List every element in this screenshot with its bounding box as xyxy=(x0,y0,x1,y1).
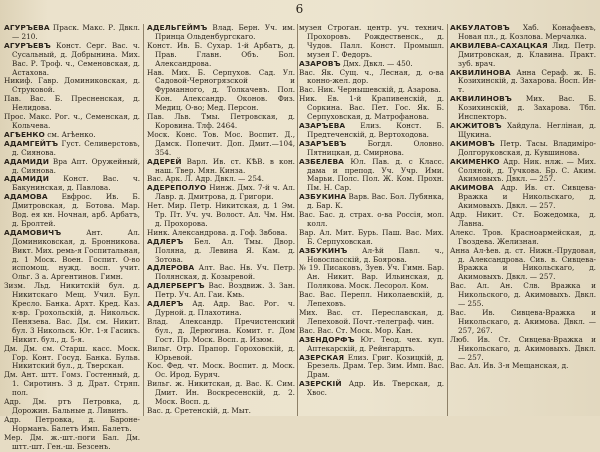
entry-surname: АДАМОВА xyxy=(4,192,48,202)
entry-details: Вильг. ж. Никитская, д. Вас. К. Сим. Дмит. Ин. Воскресенскій, д. 2. Моск. Восп. д. xyxy=(147,379,295,407)
entry-details: Никиф. Гавр. Доминиковская, д. Струковой. xyxy=(4,76,140,95)
entry-details: Зизм. Льд. Никитскій бул. д. Никитскаго Мещ. Учил. Бул. Кресло. Банка. Архт. Кред. Каз. к-вр. Грохольскій, д. Никольск. Пенязева. Вас. Дм. см. Никит. бул. 3 Никольск. Юг. 1-я Гасикъ. Никит. бул., д. 5-я. xyxy=(4,281,140,344)
entry-details: Хаб. Конафьевъ, Новая пл., д. Козлова. Мерчалка. xyxy=(458,23,596,41)
entry-details: Елиз. Григ. Козицкій, д. Брезель. Драм. Тер. Зим. Имп. Вас. Драм. xyxy=(307,352,444,380)
directory-entry xyxy=(147,158,295,176)
directory-entry xyxy=(4,345,140,372)
entry-details: Нет. Мир. Петр. Никитская, д. 1 Эм. Тр. Пт. Уч. уч. Волост. Ал. Чм. Нм. д. Прохорова. xyxy=(147,201,295,228)
entry-details: Кос. Фед. чт. Моск. Воспит. д. Моск. Ос. Ирод. Буряч. xyxy=(147,361,295,380)
directory-entry xyxy=(299,158,444,194)
entry-details: Конст. Ив. Б. Сухар. 1-й Арбатъ, д. Прав. Главн. Объ. Бол. Александрова. xyxy=(147,40,295,68)
entry-details: Прос. Макс. Рог. ч., Семенская, д. Кольчева. xyxy=(4,112,140,130)
entry-details: Лид. Петр. Дмитровская, д. Клавина. Практ. зуб. врач. xyxy=(458,40,596,68)
directory-column-2 xyxy=(147,24,295,416)
directory-entry xyxy=(147,345,295,363)
directory-entry xyxy=(450,69,596,96)
entry-details: Ник. Ев. 1-й Крапивенскій, д. Соркина. Вас. Пет. Гос. Як. Б. Серпуховская, д. Матрофанова. xyxy=(299,94,444,122)
entry-surname: АГѢЕНКО xyxy=(4,129,45,139)
entry-surname: АДЛЕРОВА xyxy=(147,263,195,273)
directory-entry xyxy=(4,42,140,78)
entry-details: Мер. Дм. ж.-шт.-поги Бал. Дм. штт.-шт. Ген.-ш. Безсенъ. xyxy=(4,432,140,451)
directory-entry xyxy=(299,193,444,211)
entry-surname: АДЕРЕЙ xyxy=(147,156,182,166)
entry-details: Адр. Никит. Ст. Божедомка, д. Лавна. xyxy=(450,210,596,228)
entry-details: Анна Ал-ѣев. д. ст. Нижн.-Прудовая, д. Александрова. Сив. в. Сивцева-Вражка и Никольскаго, д. Акимовыхъ. Двкл. — 257. xyxy=(450,245,596,282)
directory-entry xyxy=(450,309,596,336)
entry-details: Ант. Ал. Доминиковская, д. Бронникова. Викт. Мих. ремь-я Госпитальная, д. 1 Моск. Воен. Госпит. О-во испомощ. нужд. восп. учит. Ольг. 3 а. Аргентинов. Гимн. xyxy=(12,227,140,282)
entry-details: Вас. Ив. Сивцева-Вражка и Никольскаго, д. Акимова. Двкл. — 257, 267. xyxy=(450,308,596,335)
directory-column-1 xyxy=(4,23,141,451)
entry-details: Конст. Серг. Вас. ч. Сусальный, д. Добрынина. Мих. Вас. Р. Троф. ч., Семеновская, д. Астахова. xyxy=(12,40,140,77)
column-divider xyxy=(143,24,144,416)
entry-details: Елиз. Конст. Б. Предтеченскій, д. Вертоходова. xyxy=(307,120,444,139)
entry-details: Алекс. Тров. Красноармейская, д. Гвоздева. Желизная. xyxy=(450,227,596,246)
directory-entry xyxy=(147,69,295,114)
entry-details: Влад. Берн. Уч. им. Принца Ольденбургскаго. xyxy=(155,23,295,41)
entry-details: Пав. Вас. Б. Пресненская, д. Нелидова. xyxy=(4,94,140,113)
entry-details: Вас. Вас. Перепл. Николаевскій, д. Лепеховъ. xyxy=(299,290,444,309)
entry-details: Алт. Вас. Нв. Уч. Петр. Полянская, д. Козыревой. xyxy=(155,263,295,282)
directory-entry xyxy=(450,336,596,363)
entry-details: Конст. Вас. ч. Бакунинская, д. Павлова. xyxy=(12,174,141,193)
entry-surname: АЗБУКИНА xyxy=(299,192,347,202)
entry-surname: АЗЕРСКІЙ xyxy=(299,379,342,389)
entry-surname: АКИМЕНКО xyxy=(450,156,500,166)
directory-entry xyxy=(450,184,596,211)
entry-surname: АКИМОВА xyxy=(450,183,494,193)
entry-details: Дм. Дм. см. Старш. касс. Моск. Гор. Конт. Госуд. Банка. Бульв. Никитский бул., д. Тверская. xyxy=(4,343,140,371)
directory-entry xyxy=(450,211,596,229)
directory-entry xyxy=(4,229,140,282)
directory-entry xyxy=(450,247,596,283)
entry-details: Адр. Петровка, д. Бароне-Норманъ. Балетъ Имп. Балетъ. xyxy=(4,414,140,433)
entry-details: Ад. Адр. Вас. Рог. ч. Дурной. д. Плахотина. xyxy=(155,299,295,317)
entry-details: см. Агѣенко. xyxy=(47,129,96,139)
entry-surname: АЗАРЪЕВЪ xyxy=(299,138,347,148)
entry-details: Дм. Ант. штт. Гомз. Гостенный, д. 1. Сиротинъ. 3 д. Драт. Стряп. пол. xyxy=(4,370,140,398)
entry-surname: АГУРЪЕВЪ xyxy=(4,40,51,50)
directory-entry xyxy=(4,398,140,416)
directory-entry xyxy=(147,131,295,158)
entry-details: Адр. Ив. ст. Сивцева-Вражка и Никольскаго, д. Акимовыхъ. Двкл. — 257. xyxy=(458,183,596,211)
directory-column-3 xyxy=(299,24,444,416)
entry-details: Вас. Ник. Чернышевскій, д. Азарова. xyxy=(299,85,441,95)
directory-entry xyxy=(299,380,444,398)
entry-surname: АДЛЕРЪ xyxy=(147,299,184,309)
entry-surname: АКБУЛАТОВЪ xyxy=(450,23,510,32)
entry-details: Пав. Льв. Тмы. Петровская, д. Коровина. Тлф. 2464. xyxy=(147,112,295,130)
directory-entry xyxy=(299,211,444,229)
directory-entry xyxy=(299,24,444,60)
entry-details: Люб. Ив. Ст. Сивцева-Вражка и Никольскаго, д. Акимовыхъ. Двкл. — 257. xyxy=(450,334,596,362)
entry-details: Густ. Селиверстовъ, д. Сиянова. xyxy=(12,138,140,157)
directory-entry xyxy=(450,362,596,371)
directory-entry xyxy=(299,291,444,309)
directory-entry xyxy=(147,362,295,380)
entry-details: Бел. Ал. Тмы. Двор. Поляна, д. Левина Я. Кам. д. Зотова. xyxy=(155,236,295,264)
directory-entry xyxy=(299,69,444,87)
entry-details: Вар. Ал. Мит. Бурь. Паш. Вас. Мих. Б. Серпуховская. xyxy=(299,227,444,246)
directory-entry xyxy=(4,282,140,344)
directory-entry xyxy=(147,318,295,345)
directory-entry xyxy=(299,229,444,247)
entry-surname: АДЕЛЬГЕЙМЪ xyxy=(147,23,208,32)
directory-entry xyxy=(299,354,444,381)
directory-entry xyxy=(450,140,596,158)
directory-entry xyxy=(450,282,596,309)
entry-details: Моск. Конс. Тов. Мос. Воспит. Д., Дамск. Попечит. Доп. Дмит.—104, 354. xyxy=(147,129,295,157)
directory-entry xyxy=(4,434,140,452)
page-number: 6 xyxy=(295,2,305,16)
entry-surname: АЗЕРСКАЯ xyxy=(299,352,345,362)
entry-details: Мих. Вас. ст. Переславская, д. Лепеховой. Почт.-телеграф. чин. xyxy=(299,308,444,326)
entry-details: Адр. Ив. Тверская, д. Хвос. xyxy=(307,379,444,398)
directory-entry xyxy=(147,24,295,42)
entry-details: Богдл. Оловно. Пятницкая, д. Смирнова. xyxy=(307,138,444,157)
entry-surname: АКЖИТОВЪ xyxy=(450,120,502,130)
directory-entry xyxy=(147,113,295,131)
entry-details: Ал-ѣй Павл. ч., Новоспасскій, д. Боярова. xyxy=(307,245,444,264)
entry-surname: АДЛЕРБЕРГЪ xyxy=(147,281,205,291)
directory-entry xyxy=(299,336,444,354)
directory-entry xyxy=(4,158,140,176)
entry-surname: АКВИЛИНОВА xyxy=(450,67,511,77)
directory-entry xyxy=(299,247,444,265)
directory-entry xyxy=(147,380,295,407)
entry-surname: АКВИЛИНОВЪ xyxy=(450,94,512,104)
entry-details: Мих. Вас. Б. Козихинскій, д. Захарова. Тбп. Инспекторъ. xyxy=(458,94,596,122)
directory-entry xyxy=(4,175,140,193)
entry-details: Адр. Дм. ртъ Петровка, д. Дорожин. Бальные д. Ливинъ. xyxy=(4,397,140,415)
directory-entry xyxy=(147,42,295,69)
entry-details: Вильг. Отр. Прапор. Гороховскій, д. Юрьевой. xyxy=(147,343,295,362)
entry-details: Вас. Бас. д. страх. о-ва Россія, мол. колл. xyxy=(299,210,444,228)
directory-entry xyxy=(299,122,444,140)
entry-details: Дмх. Двкл. — 450. xyxy=(342,58,413,68)
directory-entry xyxy=(147,238,295,265)
entry-surname: АКИМОВЪ xyxy=(450,138,495,148)
directory-entry xyxy=(450,122,596,140)
entry-details: Варв. Вас. Бол. Лубянка, д. Бар. К. xyxy=(307,192,445,211)
entry-surname: АДЕРЕПОЛУО xyxy=(147,183,207,193)
entry-details: музея Строган. центр. уч. технич. Прохоровъ. Рождественск., д. Чудов. Палл. Конст. Промышл. музея Г. Федоръ. xyxy=(299,23,444,59)
entry-surname: АЗАРЪЕВА xyxy=(299,120,346,130)
directory-entry xyxy=(450,95,596,122)
entry-details: Хайдула. Негліная, д. Щукина. xyxy=(458,120,596,139)
entry-details: Анна Сераф. ж. Б. Козихинскій, д. Захарова. Восп. Ин-т. xyxy=(458,67,597,95)
entry-details: Праск. Макс. Р. Двкл. — 210. xyxy=(12,23,140,41)
entry-details: Вас. Арк. Л. Адр. Двкл. — 254. xyxy=(147,174,264,184)
entry-details: Вас. Ал. Ан. Слв. Вражка и Никольского, д. Акимовыхъ. Двкл. — 255. xyxy=(450,281,596,309)
directory-column-4 xyxy=(450,24,596,416)
column-divider xyxy=(447,24,448,416)
entry-details: Вас. Ал. Ив. 3-я Мещанская, д. xyxy=(450,361,569,371)
directory-entry xyxy=(4,416,140,434)
directory-entry xyxy=(299,140,444,158)
entry-surname: АДАМИДИ xyxy=(4,156,50,166)
directory-entry xyxy=(299,264,444,291)
directory-entry xyxy=(299,95,444,122)
entry-details: № 19. Писаковъ, Зуев. Уч. Гимн. Бар. Ан. Никит. Вар. Ильинская, д. Полякова. Моск. Лесорол. Ком. xyxy=(299,263,444,291)
entry-surname: АЗАРОВЪ xyxy=(299,58,341,68)
entry-surname: АГУРЪЕВА xyxy=(4,23,50,32)
entry-details: Юл. Пав. д. с Класс. дама и препод. Уч. Учр. Ими. Марьи. Полс. Пол. Ж. Ком. Прохн. Пм. Н. Сар. xyxy=(307,156,444,193)
entry-details: Вра Апт. Оружейный, д. Сиянова. xyxy=(12,156,140,175)
entry-surname: АДЛЕРЪ xyxy=(147,236,184,246)
entry-details: Вас. д. Сретенскій, д. Мыт. xyxy=(147,405,251,415)
entry-details: Вас. Воздвиж. 3. Зан. Петр. Уч. Ал. Гаи. Кмь. xyxy=(155,281,295,300)
entry-details: Нинж. Дмх. 7-й ч. Ал. Лавр. д. Дмитрова, д. Григори. xyxy=(155,183,296,202)
entry-details: Вас. Як. Сущ. ч., Лесная, д. о-ва конно-жел. дор. xyxy=(299,67,444,86)
directory-entry xyxy=(4,193,140,229)
directory-entry xyxy=(147,202,295,229)
directory-entry xyxy=(4,95,140,113)
directory-entry xyxy=(450,229,596,247)
directory-entry xyxy=(4,371,140,398)
directory-entry xyxy=(147,184,295,202)
directory-entry xyxy=(147,300,295,318)
directory-entry xyxy=(147,407,295,416)
entry-details: Нинк. Александрова. д. Гоф. Звбова. xyxy=(147,227,288,237)
entry-details: Влад. Александр. Пречистенский бул., д. Дерюгина. Комит. г. Дом Гост. Пр. Моск. Восп. д. Изюм. xyxy=(147,316,295,344)
entry-details: Юг. Теод. чех. куп. Аптекарскій, д. Рейнгардть. xyxy=(307,334,444,353)
directory-entry xyxy=(4,140,140,158)
directory-entry xyxy=(450,158,596,185)
entry-details: Варл. Ив. ст. КѢВ. в кон. наш. Твер. Мян. Кинза. xyxy=(155,156,295,175)
entry-details: Адр. Ник. нлж. — Мих. Соляной, д. Тучкова. Бр. С. Аким. Акимовыхъ. Двкл. — 257. xyxy=(458,156,597,184)
entry-details: Вас. Вас. Ст. Моск. Мор. Кан. xyxy=(299,325,413,335)
directory-entry xyxy=(147,282,295,300)
entry-surname: АЗБЕЛЕВА xyxy=(299,156,344,166)
directory-entry xyxy=(4,113,140,131)
directory-entry xyxy=(4,24,140,42)
column-divider xyxy=(297,24,298,416)
entry-details: Евфрос. Ив. Б. Дмитровская, д. Ботова. Мар. Вод. ея кн. Ночная, арб. Арбатъ, д. Бролтей. xyxy=(12,192,140,228)
entry-surname: АКВИЛЕВА-САХАЦКАЯ xyxy=(450,40,548,50)
directory-entry xyxy=(450,42,596,69)
entry-surname: АДАМОВИЧЪ xyxy=(4,227,62,237)
directory-entry xyxy=(4,77,140,95)
entry-surname: АДАМИДИ xyxy=(4,174,50,184)
entry-surname: АДАМГЕЙТЪ xyxy=(4,138,59,148)
directory-entry xyxy=(299,309,444,327)
entry-details: Петр. Тасы. Владиміро-Долгоруковская, д. Кувшинова. xyxy=(458,138,597,157)
directory-entry xyxy=(450,24,596,42)
entry-details: Нав. Мих. Б. Серпухов. Сад. Ул. Садовой-Черногрязской и Фурманного, д. Толкачевъ. Пол. Кон. Александр. Оконов. Физ. Медиц. О-во; Мед. Персон. xyxy=(147,67,295,113)
directory-entry xyxy=(147,264,295,282)
entry-surname: АЗЕНДОРФЪ xyxy=(299,334,355,344)
entry-surname: АЗБУКИНЪ xyxy=(299,245,348,255)
